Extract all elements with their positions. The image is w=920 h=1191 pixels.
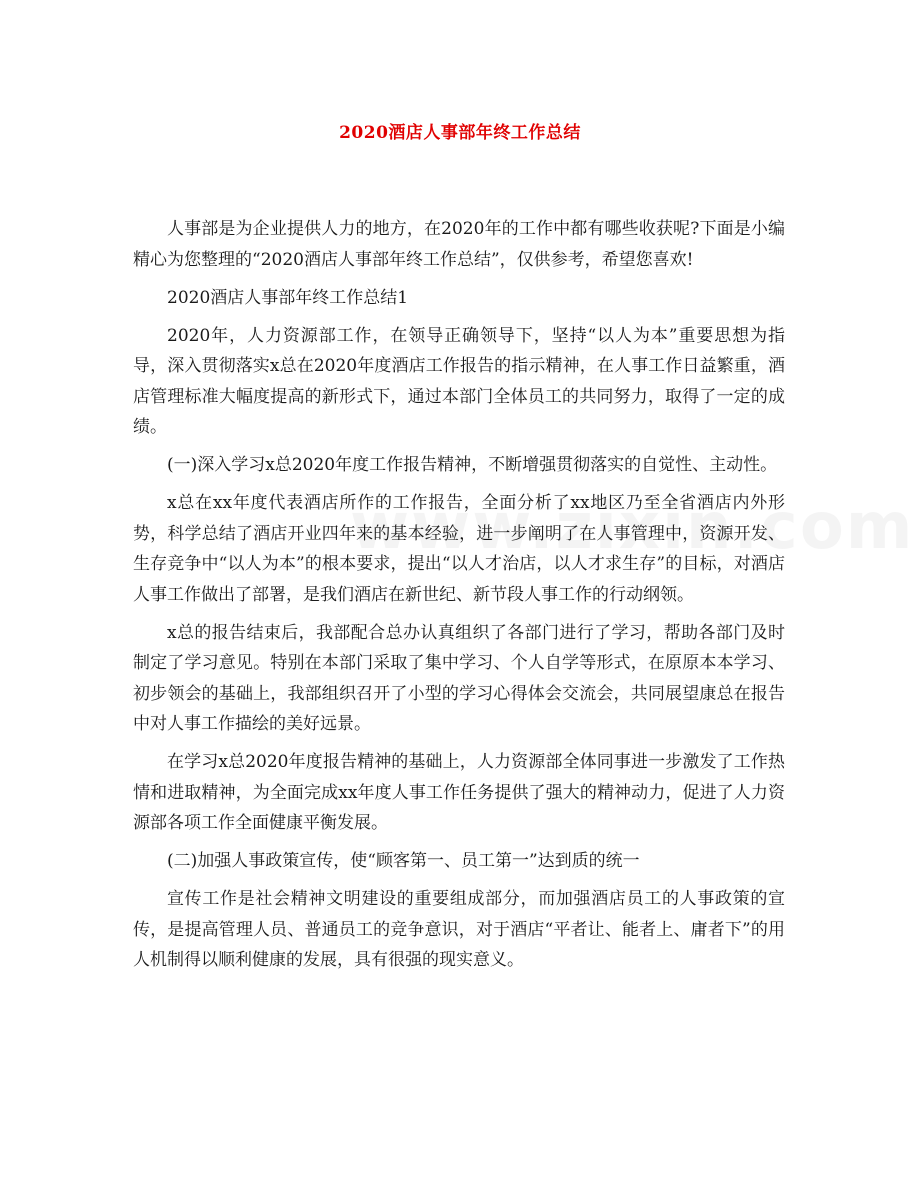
document-title: 2020酒店人事部年终工作总结 [339,123,581,143]
paragraph: 2020年，人力资源部工作，在领导正确领导下，坚持“以人为本”重要思想为指导，深入贯彻落实x总在2020年度酒店工作报告的指示精神，在人事工作日益繁重，酒店管理标准大幅度提高的新形式下，通过本部门全体员工的共同努力，取得了一定的成绩。 [133,325,785,437]
section-heading: 2020酒店人事部年终工作总结1 [167,287,409,308]
intro-paragraph: 人事部是为企业提供人力的地方，在2020年的工作中都有哪些收获呢?下面是小编精心为您整理的“2020酒店人事部年终工作总结”，仅供参考，希望您喜欢! [133,219,785,270]
subsection-heading: (一)深入学习x总2020年度工作报告精神，不断增强贯彻落实的自觉性、主动性。 [167,455,778,475]
subsection-heading: (二)加强人事政策宣传，使“顾客第一、员工第一”达到质的统一 [167,851,640,871]
paragraph: 在学习x总2020年度报告精神的基础上，人力资源部全体同事进一步激发了工作热情和进取精神，为全面完成xx年度人事工作任务提供了强大的精神动力，促进了人力资源部各项工作全面健康平衡发展。 [133,752,785,833]
paragraph: x总在xx年度代表酒店所作的工作报告，全面分析了xx地区乃至全省酒店内外形势，科学总结了酒店开业四年来的基本经验，进一步阐明了在人事管理中，资源开发、生存竞争中“以人为本”的根本要求，提出“以人才治店，以人才求生存”的目标，对酒店人事工作做出了部署，是我们酒店在新世纪、新节段人事工作的行动纲领。 [133,493,785,605]
paragraph: x总的报告结束后，我部配合总办认真组织了各部门进行了学习，帮助各部门及时制定了学习意见。特别在本部门采取了集中学习、个人自学等形式，在原原本本学习、初步领会的基础上，我部组织召开了小型的学习心得体会交流会，共同展望康总在报告中对人事工作描绘的美好远景。 [133,622,785,734]
document-body [133,214,785,983]
paragraph: 宣传工作是社会精神文明建设的重要组成部分，而加强酒店员工的人事政策的宣传，是提高管理人员、普通员工的竞争意识，对于酒店“平者让、能者上、庸者下”的用人机制得以顺利健康的发展，具有很强的现实意义。 [133,889,785,970]
